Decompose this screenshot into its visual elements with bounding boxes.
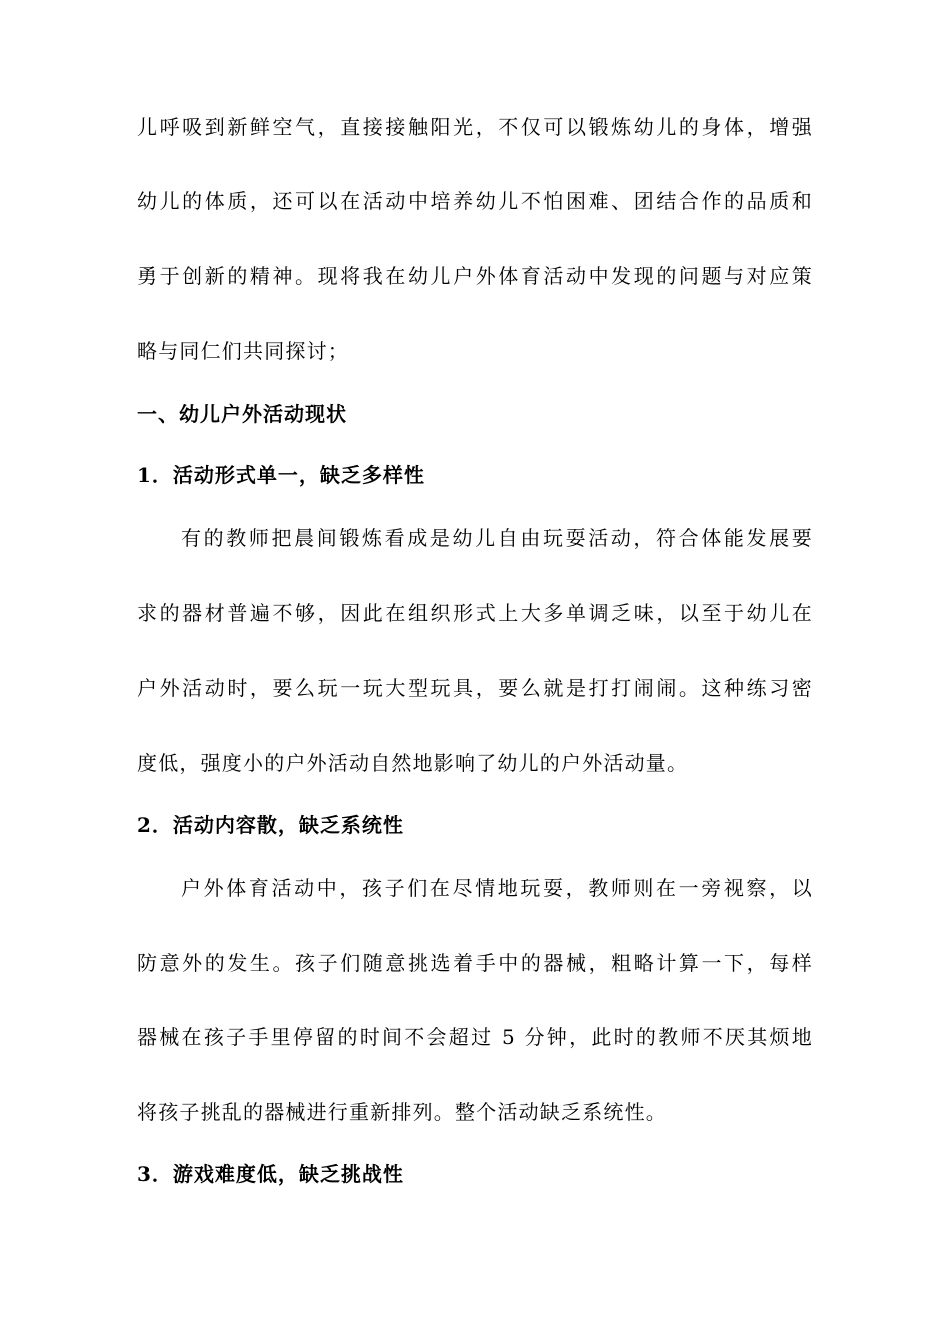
paragraph-line: 户外活动时，要么玩一玩大型玩具，要么就是打打闹闹。这种练习密 (137, 676, 813, 700)
paragraph-line: 儿呼吸到新鲜空气，直接接触阳光，不仅可以锻炼幼儿的身体，增强 (137, 115, 813, 139)
paragraph-line: 防意外的发生。孩子们随意挑选着手中的器械，粗略计算一下，每样 (137, 951, 813, 975)
paragraph-line: 度低，强度小的户外活动自然地影响了幼儿的户外活动量。 (137, 751, 689, 775)
subsection-heading: 3．游戏难度低，缺乏挑战性 (137, 1162, 404, 1186)
subsection-heading: 1．活动形式单一，缺乏多样性 (137, 463, 425, 487)
paragraph-line: 勇于创新的精神。现将我在幼儿户外体育活动中发现的问题与对应策 (137, 264, 813, 288)
paragraph-line: 略与同仁们共同探讨； (137, 339, 349, 363)
paragraph-line: 器械在孩子手里停留的时间不会超过 5 分钟，此时的教师不厌其烦地 (137, 1025, 813, 1049)
subsection-heading: 2．活动内容散，缺乏系统性 (137, 813, 404, 837)
paragraph-line: 户外体育活动中，孩子们在尽情地玩耍，教师则在一旁视察，以 (181, 876, 813, 900)
paragraph-line: 幼儿的体质，还可以在活动中培养幼儿不怕困难、团结合作的品质和 (137, 189, 813, 213)
section-heading: 一、幼儿户外活动现状 (137, 402, 347, 426)
paragraph-line: 求的器材普遍不够，因此在组织形式上大多单调乏味，以至于幼儿在 (137, 601, 813, 625)
paragraph-line: 将孩子挑乱的器械进行重新排列。整个活动缺乏系统性。 (137, 1100, 667, 1124)
paragraph-line: 有的教师把晨间锻炼看成是幼儿自由玩耍活动，符合体能发展要 (181, 526, 813, 550)
